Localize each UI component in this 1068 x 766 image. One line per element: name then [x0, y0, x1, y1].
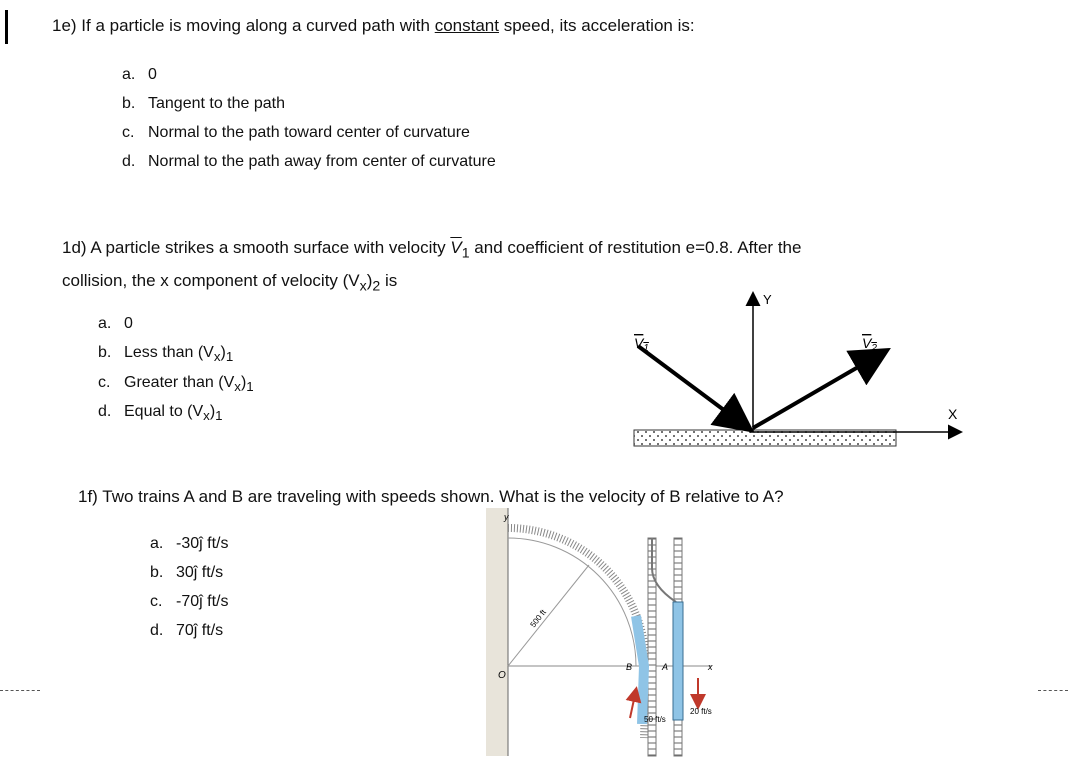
option-label: d.: [98, 403, 112, 420]
option-sub: x: [203, 408, 210, 424]
option-sub: x: [213, 349, 221, 365]
option-text: 30ĵ ft/s: [176, 564, 224, 581]
v1-label: $V_1$: [634, 335, 649, 354]
v2-label: $V_2$: [862, 335, 877, 354]
q1d-option-d[interactable]: d. Equal to $(V_x)_1$: [98, 403, 223, 424]
option-sub: 1: [225, 349, 234, 365]
q1f-option-b[interactable]: [150, 564, 223, 582]
option-label: c.: [98, 374, 111, 391]
option-sub: 1: [246, 379, 254, 395]
question-1e-text-end: speed, its acceleration is:: [503, 16, 695, 35]
train-b-velocity-arrow: [630, 690, 636, 718]
question-1e-emphasis: constant: [434, 16, 499, 35]
option-label: d.: [150, 622, 164, 639]
q1f-option-a[interactable]: [150, 535, 228, 553]
option-text: 70ĵ ft/s: [176, 622, 224, 639]
q1d-option-a[interactable]: [98, 315, 133, 333]
option-label: b.: [122, 95, 136, 112]
origin-label: O: [498, 670, 506, 681]
text-cursor: [5, 10, 8, 44]
question-1f: 1f) Two trains A and B are traveling with speeds shown. What is the velocity of B relative to A?: [78, 487, 784, 506]
option-text: Less than (V: [124, 344, 214, 361]
question-1d-line2: collision, the x component of velocity (V: [62, 271, 360, 291]
radius-line: [508, 565, 589, 666]
q1e-option-a[interactable]: [122, 66, 157, 84]
q1f-option-c[interactable]: [150, 593, 228, 611]
question-1d-line2-end: is: [380, 271, 398, 291]
ground-wall: [486, 508, 508, 756]
question-1d-sub2: 2: [372, 278, 381, 295]
option-sub: 1: [215, 408, 223, 424]
q1f-option-d[interactable]: [150, 622, 223, 640]
option-text: 0: [124, 315, 133, 332]
inner-arc: [508, 538, 636, 666]
question-1d-text-start: 1d) A particle strikes a smooth surface with velocity: [62, 238, 446, 257]
option-text: Equal to (V: [124, 403, 204, 420]
q1e-option-d[interactable]: [122, 153, 496, 171]
x-axis-label: x: [708, 662, 713, 672]
train-b: [636, 616, 644, 724]
incoming-velocity-arrow: [638, 346, 748, 428]
radius-label: 500 ft: [528, 607, 548, 630]
option-label: a.: [122, 66, 136, 83]
question-1d-text-end: and coefficient of restitution e=0.8. After the: [474, 238, 802, 257]
v1-subscript: 1: [461, 245, 470, 262]
option-text: -30ĵ ft/s: [176, 535, 229, 552]
outgoing-velocity-arrow: [753, 352, 884, 428]
q1d-option-c[interactable]: c. Greater than $(V_x)_1$: [98, 374, 254, 395]
option-label: a.: [150, 535, 164, 552]
option-label: d.: [122, 153, 136, 170]
train-b-speed: 50 ft/s: [644, 715, 666, 724]
option-label: c.: [150, 593, 163, 610]
y-axis-label: y: [504, 512, 509, 522]
option-label: b.: [150, 564, 164, 581]
option-label: b.: [98, 344, 112, 361]
question-1d-line2-mid: ): [366, 271, 373, 291]
option-text: -70ĵ ft/s: [176, 593, 229, 610]
v1-symbol: $\overline{V}$: [450, 238, 462, 257]
train-b-label: B: [626, 662, 633, 672]
q1e-option-b[interactable]: [122, 95, 285, 113]
curved-track: [508, 528, 646, 738]
question-1e: [52, 12, 695, 39]
q1d-option-b[interactable]: b. Less than $(V_x)_1$: [98, 344, 234, 365]
option-text: Normal to the path away from center of curvature: [148, 153, 496, 170]
q1e-option-c[interactable]: [122, 124, 470, 142]
page-break-left: [0, 690, 40, 691]
trains-diagram: [486, 506, 736, 758]
x-axis-label: X: [948, 406, 958, 422]
y-axis-label: Y: [763, 292, 772, 307]
option-text: Normal to the path toward center of curvature: [148, 124, 470, 141]
train-a-speed: 20 ft/s: [690, 707, 712, 716]
train-a-label: A: [662, 662, 669, 672]
option-sub: x: [234, 379, 241, 395]
option-text: 0: [148, 66, 157, 83]
option-text: Greater than (V: [124, 374, 235, 391]
option-text: Tangent to the path: [148, 95, 285, 112]
page-break-right: [1038, 690, 1068, 691]
collision-diagram: [600, 282, 980, 454]
question-1e-text-start: 1e) If a particle is moving along a curved path with: [52, 16, 430, 35]
train-a: [673, 602, 683, 720]
question-1d-sub1: x: [359, 278, 367, 295]
option-label: c.: [122, 124, 135, 141]
option-label: a.: [98, 315, 112, 332]
